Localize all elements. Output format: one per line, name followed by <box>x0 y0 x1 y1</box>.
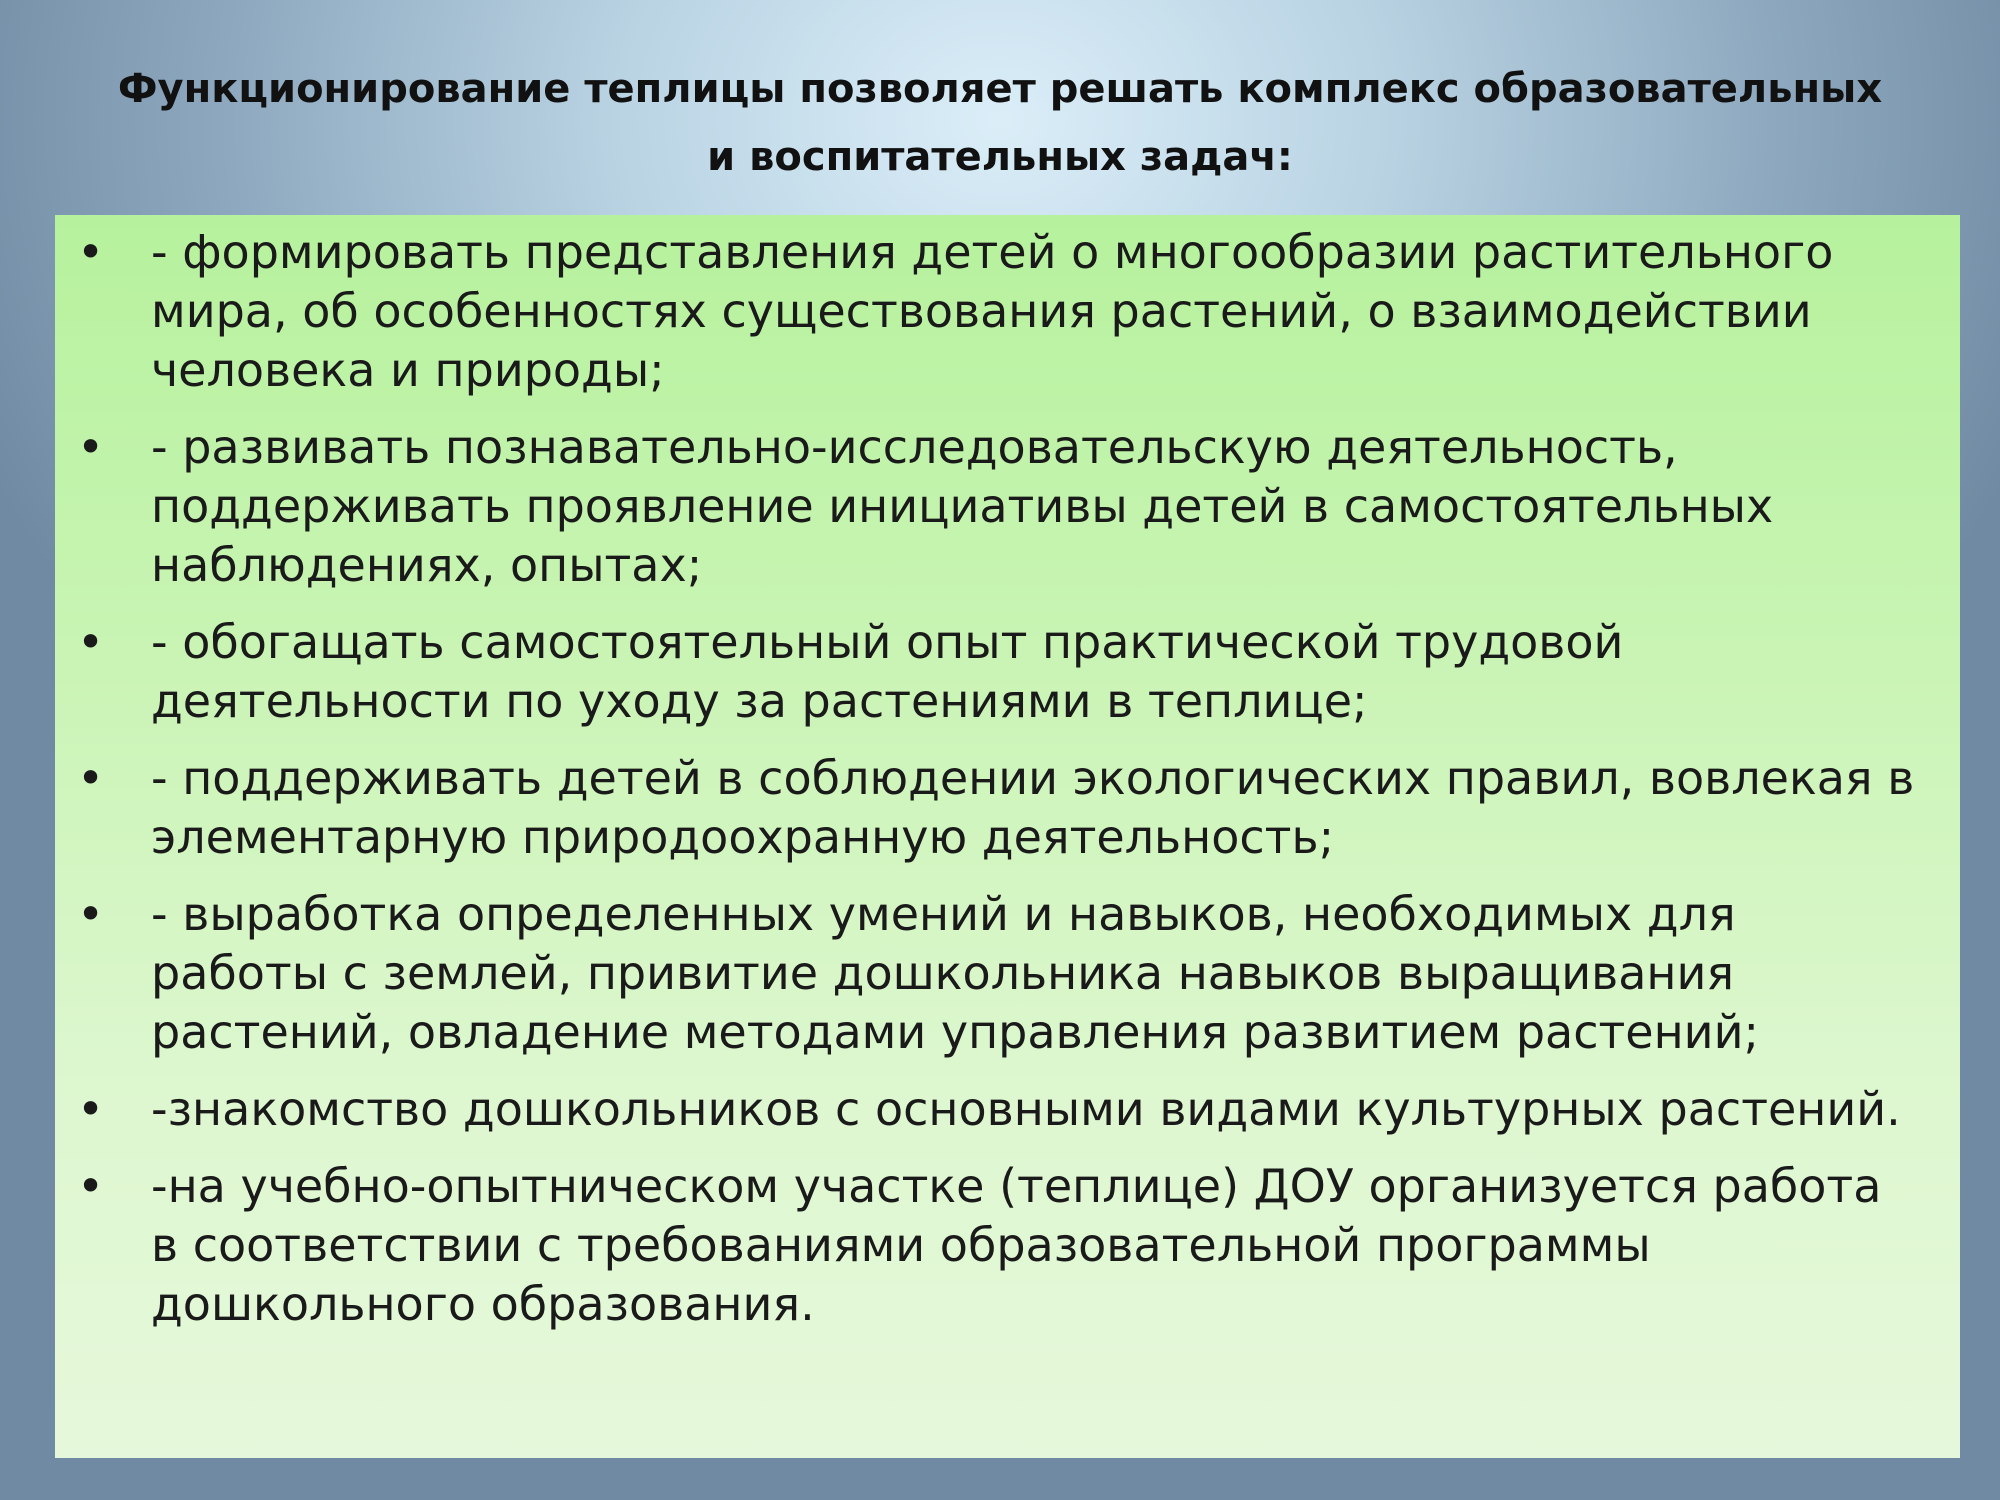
list-item <box>55 418 1920 595</box>
bullet-icon: • <box>77 225 105 279</box>
bullet-icon: • <box>77 887 105 941</box>
list-item-text: - поддерживать детей в соблюдении экологических правил, вовлекая в элементарную природоохранную деятельность; <box>151 751 1915 864</box>
list-item <box>55 1157 1920 1334</box>
slide-title <box>60 55 1940 191</box>
bullet-list <box>55 215 1960 1334</box>
list-item <box>55 749 1920 867</box>
slide-title-line-2: и воспитательных задач: <box>707 134 1293 180</box>
bullet-icon: • <box>77 1082 105 1136</box>
content-panel <box>55 215 1960 1458</box>
list-item-text: - развивать познавательно-исследовательскую деятельность, поддерживать проявление инициативы детей в самостоятельных наблюдениях, опытах; <box>151 420 1774 592</box>
list-item-text: - формировать представления детей о многообразии растительного мира, об особенностях существования растений, о взаимодействии человека и природы; <box>151 225 1834 397</box>
list-item-text: -знакомство дошкольников с основными видами культурных растений. <box>151 1082 1901 1136</box>
list-item-text: - обогащать самостоятельный опыт практической трудовой деятельности по уходу за растениями в теплице; <box>151 615 1624 728</box>
bullet-icon: • <box>77 1159 105 1213</box>
list-item-text: -на учебно-опытническом участке (теплице) ДОУ организуется работа в соответствии с требованиями образовательной программы дошкольного образования. <box>151 1159 1882 1331</box>
bullet-icon: • <box>77 420 105 474</box>
slide-title-line-1: Функционирование теплицы позволяет решать комплекс образовательных <box>117 66 1883 112</box>
list-item-text: - выработка определенных умений и навыков, необходимых для работы с землей, привитие дошкольника навыков выращивания растений, овладение методами управления развитием растений; <box>151 887 1759 1059</box>
list-item <box>55 613 1920 731</box>
list-item <box>55 1080 1920 1139</box>
list-item <box>55 223 1920 400</box>
bullet-icon: • <box>77 615 105 669</box>
bullet-icon: • <box>77 751 105 805</box>
list-item <box>55 885 1920 1062</box>
